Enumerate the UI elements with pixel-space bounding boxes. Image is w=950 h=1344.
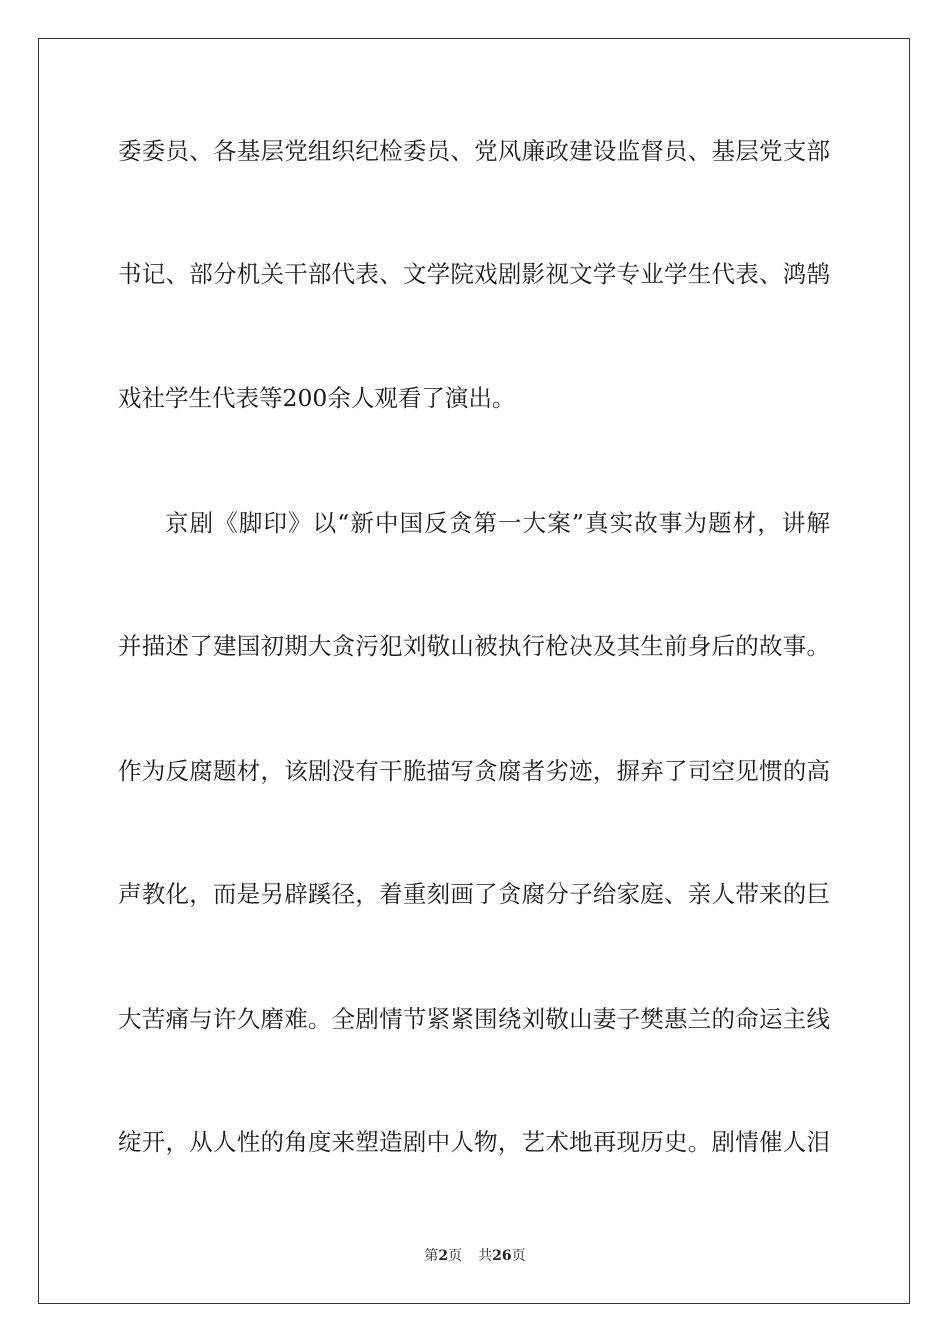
paragraph-line-7: 声教化，而是另辟蹊径，着重刻画了贪腐分子给家庭、亲人带来的巨 [118, 880, 830, 908]
page-total: 26 [492, 1248, 512, 1264]
page-suffix: 页 [448, 1248, 463, 1264]
paragraph-line-4: 京剧《脚印》以“新中国反贪第一大案”真实故事为题材，讲解 [165, 509, 830, 537]
page-border [38, 38, 910, 1304]
total-suffix: 页 [511, 1248, 526, 1264]
total-prefix: 共 [478, 1248, 493, 1264]
page-footer [0, 1247, 950, 1265]
paragraph-line-8: 大苦痛与许久磨难。全剧情节紧紧围绕刘敬山妻子樊惠兰的命运主线 [118, 1005, 830, 1033]
page-prefix: 第 [424, 1248, 439, 1264]
paragraph-line-1: 委委员、各基层党组织纪检委员、党风廉政建设监督员、基层党支部 [118, 137, 830, 165]
page-current: 2 [438, 1248, 449, 1264]
paragraph-line-3: 戏社学生代表等200余人观看了演出。 [118, 384, 516, 412]
paragraph-line-5: 并描述了建国初期大贪污犯刘敬山被执行枪决及其生前身后的故事。 [118, 632, 830, 660]
paragraph-line-2: 书记、部分机关干部代表、文学院戏剧影视文学专业学生代表、鸿鹄 [118, 260, 830, 288]
paragraph-line-9: 绽开，从人性的角度来塑造剧中人物，艺术地再现历史。剧情催人泪 [118, 1128, 830, 1156]
paragraph-line-6: 作为反腐题材，该剧没有干脆描写贪腐者劣迹，摒弃了司空见惯的高 [118, 757, 830, 785]
